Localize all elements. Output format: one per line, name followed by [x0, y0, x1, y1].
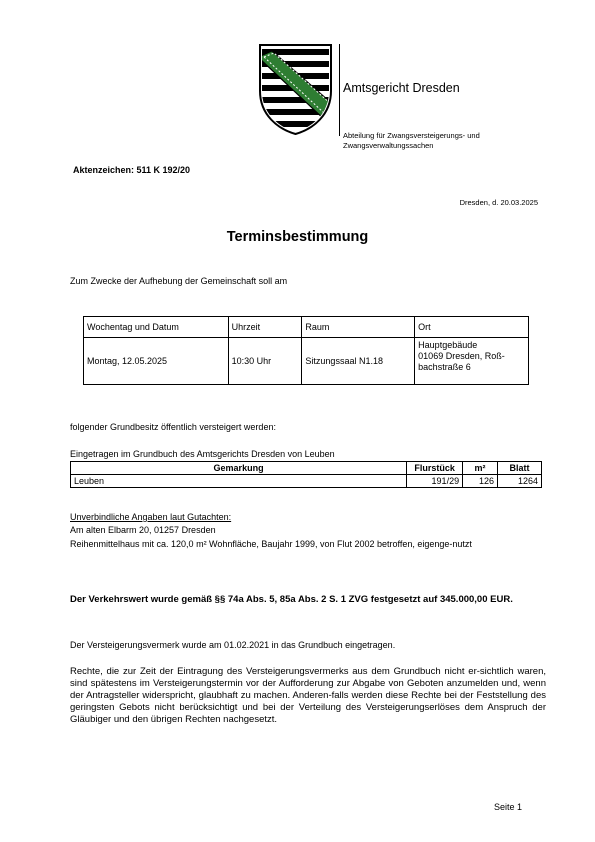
column-header: Uhrzeit: [228, 317, 302, 338]
property-address: Am alten Elbarm 20, 01257 Dresden: [70, 525, 216, 535]
appraisal-heading: Unverbindliche Angaben laut Gutachten:: [70, 512, 232, 522]
document-date: Dresden, d. 20.03.2025: [459, 198, 538, 207]
location-line: 01069 Dresden, Roß-: [418, 351, 505, 361]
date-cell: Montag, 12.05.2025: [84, 338, 229, 385]
column-header: Gemarkung: [71, 462, 407, 475]
time-cell: 10:30 Uhr: [228, 338, 302, 385]
location-line: bachstraße 6: [418, 362, 471, 372]
file-reference: Aktenzeichen: 511 K 192/20: [73, 165, 191, 175]
land-register-table: [70, 461, 542, 488]
appointment-table: [83, 316, 529, 385]
land-register-heading: Eingetragen im Grundbuch des Amtsgerichts Dresden von Leuben: [70, 449, 335, 459]
flurstueck-cell: 191/29: [407, 475, 463, 488]
column-header: m²: [463, 462, 498, 475]
column-header: Raum: [302, 317, 415, 338]
property-statement: folgender Grundbesitz öffentlich versteigert werden:: [70, 422, 276, 432]
table-header-row: [84, 317, 529, 338]
court-name: Amtsgericht Dresden: [343, 81, 460, 95]
area-cell: 126: [463, 475, 498, 488]
table-row: [71, 475, 542, 488]
table-header-row: [71, 462, 542, 475]
location-cell: [415, 338, 529, 385]
property-description: Reihenmittelhaus mit ca. 120,0 m² Wohnfläche, Baujahr 1999, von Flut 2002 betroffen, eigenge-nutzt: [70, 539, 472, 549]
court-department-line: Abteilung für Zwangsversteigerungs- und: [343, 131, 480, 140]
saxony-coat-of-arms-icon: [258, 43, 333, 136]
location-line: Hauptgebäude: [418, 340, 478, 350]
column-header: Blatt: [498, 462, 542, 475]
blatt-cell: 1264: [498, 475, 542, 488]
auction-note: Der Versteigerungsvermerk wurde am 01.02.2021 in das Grundbuch eingetragen.: [70, 640, 396, 650]
gemarkung-cell: Leuben: [71, 475, 407, 488]
page-number: Seite 1: [493, 802, 522, 812]
column-header: Wochentag und Datum: [84, 317, 229, 338]
document-title: Terminsbestimmung: [226, 229, 369, 245]
market-value-statement: Der Verkehrswert wurde gemäß §§ 74a Abs. 5, 85a Abs. 2 S. 1 ZVG festgesetzt auf 345.000,00 EUR.: [70, 594, 513, 605]
header-divider: [339, 44, 340, 136]
column-header: Ort: [415, 317, 529, 338]
rights-notice: Rechte, die zur Zeit der Eintragung des Versteigerungsvermerks aus dem Grundbuch nicht er-sichtlich waren, sind spätestens im Versteigerungstermin vor der Aufforderung zur Abgabe von Geboten anzumelden und, wenn der Antragsteller widerspricht, glaubhaft zu machen. Anderen-falls werden diese Rechte bei der Feststellung des geringsten Gebots nicht berücksichtigt und bei der Verteilung des Versteigerungserlöses dem Anspruch der Gläubiger und den übrigen Rechten nachgesetzt.: [70, 666, 546, 725]
intro-text: Zum Zwecke der Aufhebung der Gemeinschaft soll am: [70, 276, 288, 286]
table-row: [84, 338, 529, 385]
court-department-line: Zwangsverwaltungssachen: [343, 141, 434, 150]
court-department: [343, 131, 480, 151]
room-cell: Sitzungssaal N1.18: [302, 338, 415, 385]
column-header: Flurstück: [407, 462, 463, 475]
